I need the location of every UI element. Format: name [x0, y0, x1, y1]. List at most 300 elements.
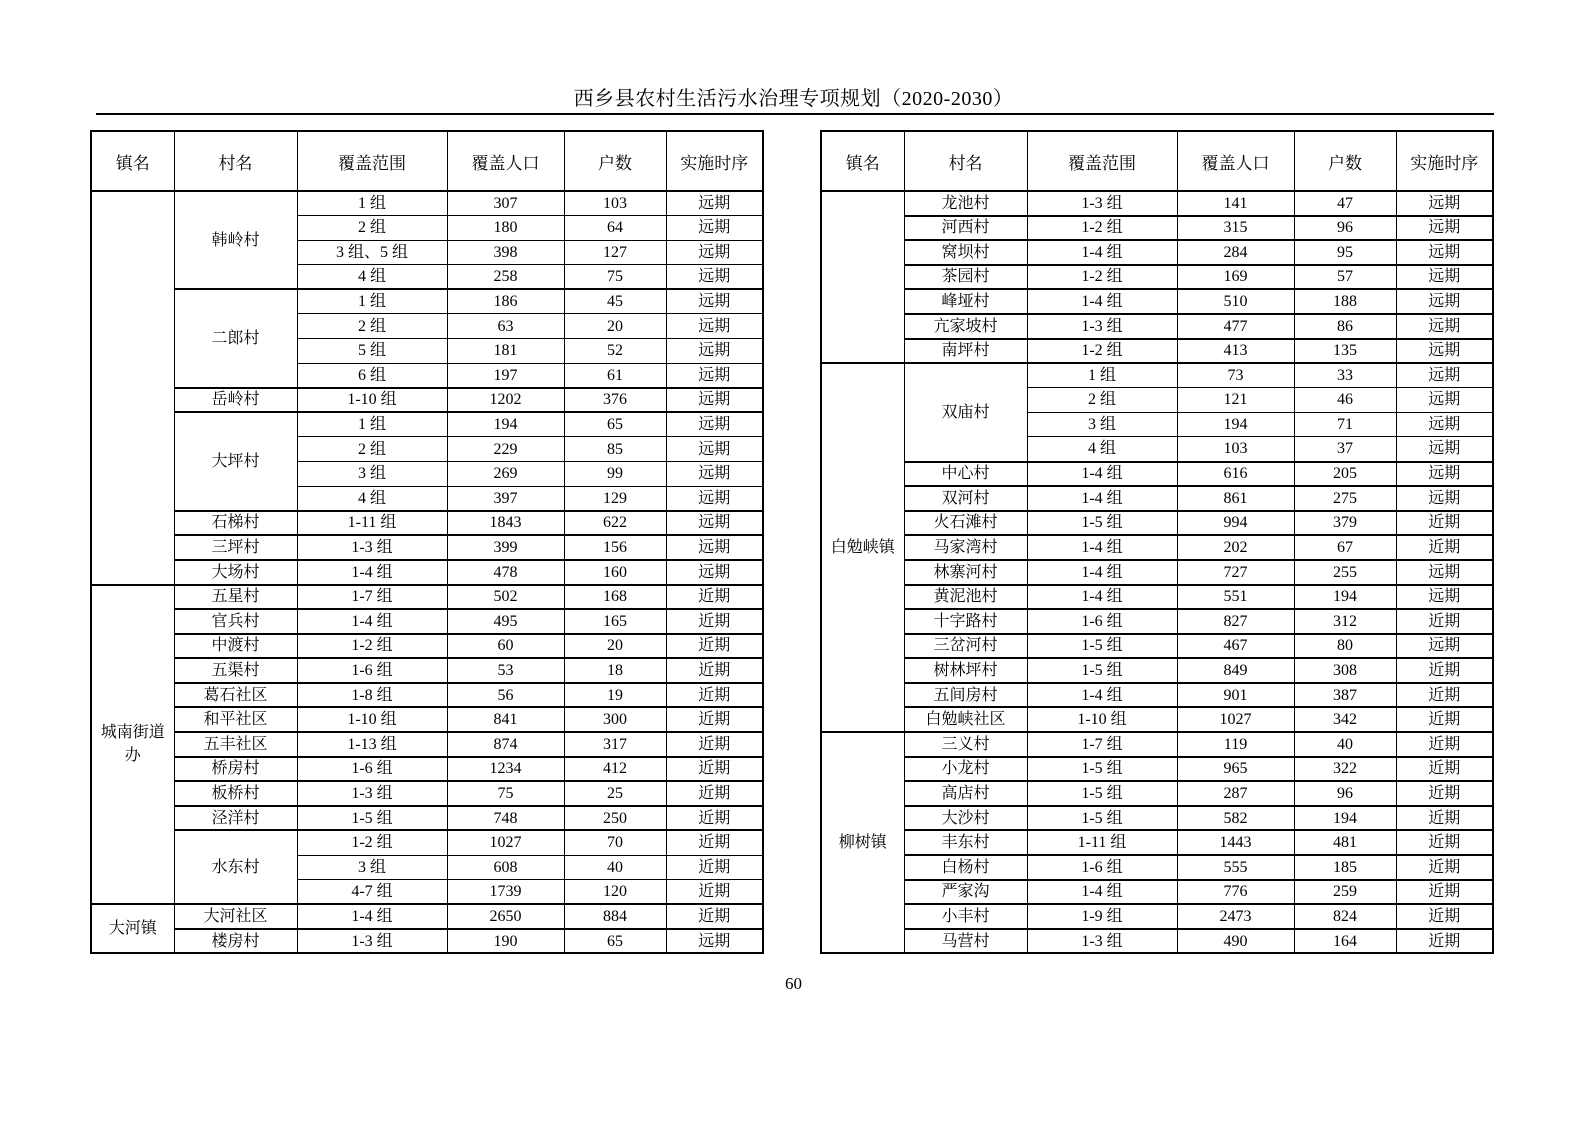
range-cell: 1-4 组	[297, 904, 447, 929]
households-cell: 120	[564, 880, 666, 905]
population-cell: 63	[447, 314, 564, 339]
households-cell: 103	[564, 191, 666, 216]
village-name-cell: 板桥村	[174, 781, 297, 806]
range-cell: 1-4 组	[1027, 683, 1177, 708]
range-cell: 1-5 组	[1027, 511, 1177, 536]
table-row	[91, 191, 763, 216]
village-name-cell: 南坪村	[904, 339, 1027, 364]
phase-cell: 远期	[1396, 560, 1493, 585]
households-cell: 64	[564, 216, 666, 241]
village-name-cell: 三坪村	[174, 535, 297, 560]
households-cell: 168	[564, 585, 666, 610]
range-cell: 1-2 组	[1027, 265, 1177, 290]
table-row	[821, 929, 1493, 954]
phase-cell: 近期	[1396, 511, 1493, 536]
table-row	[91, 683, 763, 708]
town-name-cell	[821, 191, 904, 363]
phase-cell: 近期	[1396, 658, 1493, 683]
phase-cell: 近期	[1396, 904, 1493, 929]
range-cell: 1-2 组	[1027, 339, 1177, 364]
population-cell: 495	[447, 609, 564, 634]
table-row	[821, 462, 1493, 487]
phase-cell: 远期	[1396, 412, 1493, 437]
table-row	[821, 240, 1493, 265]
coverage-table-left	[90, 130, 764, 954]
column-header: 村名	[904, 131, 1027, 191]
population-cell: 56	[447, 683, 564, 708]
phase-cell: 近期	[1396, 880, 1493, 905]
village-name-cell: 石梯村	[174, 511, 297, 536]
range-cell: 1-3 组	[297, 535, 447, 560]
table-row	[821, 265, 1493, 290]
village-name-cell: 和平社区	[174, 707, 297, 732]
page-number: 60	[785, 974, 802, 993]
households-cell: 67	[1294, 535, 1396, 560]
table-row	[91, 781, 763, 806]
phase-cell: 远期	[1396, 314, 1493, 339]
village-name-cell: 白杨村	[904, 855, 1027, 880]
table-row	[91, 732, 763, 757]
households-cell: 61	[564, 363, 666, 388]
village-name-cell: 葛石社区	[174, 683, 297, 708]
households-cell: 85	[564, 437, 666, 462]
population-cell: 994	[1177, 511, 1294, 536]
range-cell: 6 组	[297, 363, 447, 388]
village-name-cell: 林寨河村	[904, 560, 1027, 585]
phase-cell: 远期	[1396, 486, 1493, 511]
households-cell: 156	[564, 535, 666, 560]
population-cell: 399	[447, 535, 564, 560]
phase-cell: 远期	[666, 289, 763, 314]
households-cell: 80	[1294, 634, 1396, 659]
population-cell: 478	[447, 560, 564, 585]
population-cell: 307	[447, 191, 564, 216]
range-cell: 1-4 组	[1027, 535, 1177, 560]
village-name-cell: 大沙村	[904, 806, 1027, 831]
range-cell: 1-2 组	[297, 830, 447, 855]
range-cell: 1-6 组	[297, 658, 447, 683]
households-cell: 37	[1294, 437, 1396, 462]
village-name-cell: 亢家坡村	[904, 314, 1027, 339]
range-cell: 1-4 组	[1027, 240, 1177, 265]
households-cell: 164	[1294, 929, 1396, 954]
table-row	[821, 732, 1493, 757]
range-cell: 1 组	[297, 412, 447, 437]
population-cell: 555	[1177, 855, 1294, 880]
phase-cell: 近期	[666, 880, 763, 905]
range-cell: 1-3 组	[1027, 314, 1177, 339]
range-cell: 1 组	[1027, 363, 1177, 388]
households-cell: 33	[1294, 363, 1396, 388]
households-cell: 65	[564, 929, 666, 954]
population-cell: 1843	[447, 511, 564, 536]
population-cell: 75	[447, 781, 564, 806]
phase-cell: 远期	[666, 339, 763, 364]
table-row	[821, 216, 1493, 241]
phase-cell: 远期	[1396, 585, 1493, 610]
households-cell: 300	[564, 707, 666, 732]
phase-cell: 近期	[666, 658, 763, 683]
range-cell: 1-6 组	[1027, 609, 1177, 634]
table-row	[821, 363, 1493, 388]
phase-cell: 远期	[666, 486, 763, 511]
table-row	[91, 560, 763, 585]
column-header: 镇名	[821, 131, 904, 191]
town-name-cell: 城南街道办	[91, 585, 174, 905]
phase-cell: 近期	[1396, 535, 1493, 560]
households-cell: 622	[564, 511, 666, 536]
households-cell: 379	[1294, 511, 1396, 536]
range-cell: 4 组	[1027, 437, 1177, 462]
village-name-cell: 大坪村	[174, 412, 297, 510]
village-name-cell: 官兵村	[174, 609, 297, 634]
range-cell: 1-4 组	[1027, 462, 1177, 487]
village-name-cell: 桥房村	[174, 757, 297, 782]
population-cell: 202	[1177, 535, 1294, 560]
table-row	[91, 289, 763, 314]
range-cell: 4 组	[297, 486, 447, 511]
range-cell: 1-3 组	[297, 929, 447, 954]
village-name-cell: 窝坝村	[904, 240, 1027, 265]
population-cell: 748	[447, 806, 564, 831]
phase-cell: 远期	[1396, 191, 1493, 216]
table-header-row	[91, 131, 763, 191]
phase-cell: 远期	[666, 363, 763, 388]
phase-cell: 远期	[1396, 437, 1493, 462]
households-cell: 481	[1294, 830, 1396, 855]
population-cell: 180	[447, 216, 564, 241]
table-row	[821, 707, 1493, 732]
village-name-cell: 白勉峡社区	[904, 707, 1027, 732]
households-cell: 255	[1294, 560, 1396, 585]
table-row	[91, 535, 763, 560]
phase-cell: 远期	[666, 535, 763, 560]
table-row	[91, 806, 763, 831]
range-cell: 2 组	[1027, 388, 1177, 413]
population-cell: 53	[447, 658, 564, 683]
population-cell: 121	[1177, 388, 1294, 413]
table-row	[821, 634, 1493, 659]
population-cell: 2650	[447, 904, 564, 929]
population-cell: 103	[1177, 437, 1294, 462]
village-name-cell: 黄泥池村	[904, 585, 1027, 610]
range-cell: 1-2 组	[1027, 216, 1177, 241]
village-name-cell: 双河村	[904, 486, 1027, 511]
range-cell: 1-3 组	[297, 781, 447, 806]
range-cell: 1-3 组	[1027, 191, 1177, 216]
households-cell: 412	[564, 757, 666, 782]
table-row	[91, 585, 763, 610]
households-cell: 47	[1294, 191, 1396, 216]
table-row	[821, 658, 1493, 683]
range-cell: 1-5 组	[1027, 634, 1177, 659]
phase-cell: 近期	[666, 683, 763, 708]
population-cell: 194	[1177, 412, 1294, 437]
population-cell: 1202	[447, 388, 564, 413]
phase-cell: 远期	[666, 412, 763, 437]
column-header: 镇名	[91, 131, 174, 191]
phase-cell: 近期	[666, 781, 763, 806]
households-cell: 45	[564, 289, 666, 314]
village-name-cell: 三岔河村	[904, 634, 1027, 659]
phase-cell: 远期	[666, 314, 763, 339]
village-name-cell: 中渡村	[174, 634, 297, 659]
range-cell: 1-8 组	[297, 683, 447, 708]
table-row	[821, 830, 1493, 855]
population-cell: 849	[1177, 658, 1294, 683]
phase-cell: 近期	[666, 585, 763, 610]
village-name-cell: 峰垭村	[904, 289, 1027, 314]
population-cell: 1234	[447, 757, 564, 782]
phase-cell: 远期	[666, 929, 763, 954]
table-row	[821, 289, 1493, 314]
phase-cell: 近期	[1396, 683, 1493, 708]
households-cell: 165	[564, 609, 666, 634]
village-name-cell: 茶园村	[904, 265, 1027, 290]
population-cell: 1027	[1177, 707, 1294, 732]
households-cell: 194	[1294, 585, 1396, 610]
range-cell: 1-4 组	[1027, 880, 1177, 905]
population-cell: 776	[1177, 880, 1294, 905]
village-name-cell: 马营村	[904, 929, 1027, 954]
range-cell: 1-4 组	[297, 560, 447, 585]
table-row	[91, 707, 763, 732]
village-name-cell: 河西村	[904, 216, 1027, 241]
households-cell: 40	[1294, 732, 1396, 757]
households-cell: 25	[564, 781, 666, 806]
households-cell: 40	[564, 855, 666, 880]
town-name-cell: 大河镇	[91, 904, 174, 953]
population-cell: 901	[1177, 683, 1294, 708]
households-cell: 250	[564, 806, 666, 831]
range-cell: 2 组	[297, 314, 447, 339]
population-cell: 194	[447, 412, 564, 437]
phase-cell: 远期	[666, 265, 763, 290]
phase-cell: 远期	[1396, 339, 1493, 364]
population-cell: 73	[1177, 363, 1294, 388]
range-cell: 1-5 组	[1027, 806, 1177, 831]
households-cell: 75	[564, 265, 666, 290]
range-cell: 1-3 组	[1027, 929, 1177, 954]
column-header: 村名	[174, 131, 297, 191]
table-row	[821, 757, 1493, 782]
range-cell: 1-5 组	[1027, 658, 1177, 683]
phase-cell: 远期	[1396, 634, 1493, 659]
phase-cell: 远期	[666, 216, 763, 241]
column-header: 覆盖人口	[1177, 131, 1294, 191]
coverage-table-right	[820, 130, 1494, 954]
column-header: 覆盖范围	[1027, 131, 1177, 191]
table-row	[821, 855, 1493, 880]
population-cell: 186	[447, 289, 564, 314]
phase-cell: 远期	[1396, 388, 1493, 413]
column-header: 实施时序	[1396, 131, 1493, 191]
households-cell: 884	[564, 904, 666, 929]
village-name-cell: 五渠村	[174, 658, 297, 683]
page-title: 西乡县农村生活污水治理专项规划（2020-2030）	[573, 88, 1014, 110]
range-cell: 3 组	[297, 462, 447, 487]
table-row	[821, 339, 1493, 364]
households-cell: 46	[1294, 388, 1396, 413]
households-cell: 57	[1294, 265, 1396, 290]
households-cell: 185	[1294, 855, 1396, 880]
range-cell: 1-11 组	[1027, 830, 1177, 855]
range-cell: 1 组	[297, 191, 447, 216]
table-row	[821, 880, 1493, 905]
population-cell: 60	[447, 634, 564, 659]
population-cell: 467	[1177, 634, 1294, 659]
households-cell: 194	[1294, 806, 1396, 831]
range-cell: 1-4 组	[1027, 560, 1177, 585]
range-cell: 1-10 组	[1027, 707, 1177, 732]
range-cell: 2 组	[297, 216, 447, 241]
column-header: 覆盖人口	[447, 131, 564, 191]
population-cell: 2473	[1177, 904, 1294, 929]
households-cell: 86	[1294, 314, 1396, 339]
table-row	[821, 191, 1493, 216]
phase-cell: 近期	[1396, 732, 1493, 757]
table-row	[91, 511, 763, 536]
town-name-cell: 白勉峡镇	[821, 363, 904, 732]
phase-cell: 远期	[1396, 265, 1493, 290]
population-cell: 229	[447, 437, 564, 462]
village-name-cell: 严家沟	[904, 880, 1027, 905]
village-name-cell: 中心村	[904, 462, 1027, 487]
households-cell: 95	[1294, 240, 1396, 265]
table-row	[91, 757, 763, 782]
phase-cell: 近期	[1396, 707, 1493, 732]
population-cell: 861	[1177, 486, 1294, 511]
village-name-cell: 马家湾村	[904, 535, 1027, 560]
households-cell: 127	[564, 240, 666, 265]
phase-cell: 近期	[666, 707, 763, 732]
table-row	[821, 806, 1493, 831]
town-name-cell: 柳树镇	[821, 732, 904, 953]
range-cell: 1-5 组	[1027, 757, 1177, 782]
population-cell: 287	[1177, 781, 1294, 806]
phase-cell: 近期	[1396, 929, 1493, 954]
households-cell: 188	[1294, 289, 1396, 314]
table-row	[821, 560, 1493, 585]
population-cell: 965	[1177, 757, 1294, 782]
range-cell: 1-4 组	[1027, 289, 1177, 314]
households-cell: 824	[1294, 904, 1396, 929]
range-cell: 1-7 组	[297, 585, 447, 610]
population-cell: 315	[1177, 216, 1294, 241]
households-cell: 322	[1294, 757, 1396, 782]
village-name-cell: 龙池村	[904, 191, 1027, 216]
phase-cell: 远期	[1396, 462, 1493, 487]
range-cell: 1-7 组	[1027, 732, 1177, 757]
households-cell: 376	[564, 388, 666, 413]
village-name-cell: 三义村	[904, 732, 1027, 757]
range-cell: 1-4 组	[297, 609, 447, 634]
phase-cell: 近期	[1396, 781, 1493, 806]
table-row	[91, 658, 763, 683]
households-cell: 312	[1294, 609, 1396, 634]
table-row	[821, 314, 1493, 339]
range-cell: 1-10 组	[297, 388, 447, 413]
range-cell: 5 组	[297, 339, 447, 364]
population-cell: 197	[447, 363, 564, 388]
households-cell: 135	[1294, 339, 1396, 364]
range-cell: 1-4 组	[1027, 585, 1177, 610]
village-name-cell: 树林坪村	[904, 658, 1027, 683]
households-cell: 96	[1294, 216, 1396, 241]
range-cell: 2 组	[297, 437, 447, 462]
phase-cell: 远期	[666, 437, 763, 462]
phase-cell: 近期	[666, 609, 763, 634]
population-cell: 827	[1177, 609, 1294, 634]
village-name-cell: 泾洋村	[174, 806, 297, 831]
range-cell: 1-13 组	[297, 732, 447, 757]
phase-cell: 近期	[666, 757, 763, 782]
households-cell: 71	[1294, 412, 1396, 437]
table-row	[821, 904, 1493, 929]
population-cell: 551	[1177, 585, 1294, 610]
village-name-cell: 五丰社区	[174, 732, 297, 757]
range-cell: 3 组	[1027, 412, 1177, 437]
phase-cell: 远期	[666, 191, 763, 216]
population-cell: 1027	[447, 830, 564, 855]
table-row	[91, 412, 763, 437]
phase-cell: 近期	[1396, 855, 1493, 880]
range-cell: 1-11 组	[297, 511, 447, 536]
village-name-cell: 韩岭村	[174, 191, 297, 289]
households-cell: 65	[564, 412, 666, 437]
households-cell: 308	[1294, 658, 1396, 683]
village-name-cell: 岳岭村	[174, 388, 297, 413]
phase-cell: 远期	[666, 560, 763, 585]
village-name-cell: 丰东村	[904, 830, 1027, 855]
households-cell: 19	[564, 683, 666, 708]
phase-cell: 远期	[1396, 216, 1493, 241]
column-header: 户数	[564, 131, 666, 191]
households-cell: 205	[1294, 462, 1396, 487]
population-cell: 398	[447, 240, 564, 265]
households-cell: 160	[564, 560, 666, 585]
village-name-cell: 大场村	[174, 560, 297, 585]
table-row	[821, 511, 1493, 536]
households-cell: 96	[1294, 781, 1396, 806]
phase-cell: 近期	[666, 904, 763, 929]
households-cell: 70	[564, 830, 666, 855]
table-row	[91, 634, 763, 659]
phase-cell: 远期	[1396, 363, 1493, 388]
phase-cell: 近期	[666, 634, 763, 659]
households-cell: 342	[1294, 707, 1396, 732]
column-header: 户数	[1294, 131, 1396, 191]
phase-cell: 远期	[666, 511, 763, 536]
range-cell: 1 组	[297, 289, 447, 314]
phase-cell: 近期	[666, 806, 763, 831]
population-cell: 141	[1177, 191, 1294, 216]
population-cell: 1443	[1177, 830, 1294, 855]
village-name-cell: 楼房村	[174, 929, 297, 954]
range-cell: 1-4 组	[1027, 486, 1177, 511]
phase-cell: 近期	[666, 830, 763, 855]
table-row	[821, 781, 1493, 806]
header-rule	[96, 113, 1494, 115]
population-cell: 1739	[447, 880, 564, 905]
village-name-cell: 火石滩村	[904, 511, 1027, 536]
households-cell: 99	[564, 462, 666, 487]
village-name-cell: 二郎村	[174, 289, 297, 387]
table-row	[821, 535, 1493, 560]
village-name-cell: 双庙村	[904, 363, 1027, 461]
range-cell: 1-5 组	[297, 806, 447, 831]
households-cell: 275	[1294, 486, 1396, 511]
